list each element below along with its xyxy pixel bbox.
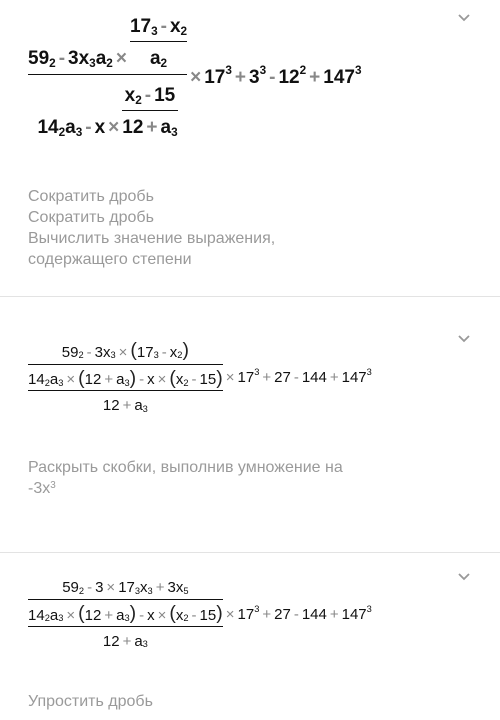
- step-simplify-fraction-2[interactable]: Сократить дробь: [28, 209, 154, 226]
- step-list-1: [28, 186, 275, 270]
- step-card-1: [0, 0, 500, 297]
- step-card-2: [0, 297, 500, 553]
- step-simplify-fraction-1[interactable]: Сократить дробь: [28, 188, 154, 205]
- expression-3: 59 $^2$ - 3 × 17 $^3$ x $^3$ + 3 x $^5$ 14 $^2$ a $^3$ × ( 12 + a $^3$ ) - x × ( x $^2$ - 15 ) 12 + a $^3$ × 17 $^3$ + 27 - 144 + 147 $^3$: [28, 579, 372, 650]
- step-evaluate-powers[interactable]: Вычислить значение выражения, содержащего степени: [28, 230, 276, 268]
- chevron-down-icon[interactable]: [458, 335, 470, 347]
- chevron-down-icon[interactable]: [458, 14, 470, 26]
- expression-2: 59 $^2$ - 3 x $^3$ × ( 17 $^3$ - x $^2$ ) 14 $^2$ a $^3$ × ( 12 + a $^3$ ) - x × ( x $^2$ - 15 ) 12 + a $^3$ × 17 $^3$ + 27 - 144 + 147 $^3$: [28, 339, 372, 414]
- expression-1: 59 $^2$ - 3 x $^3$ a $^2$ × 17 $^3$ - x $^2$ a $^2$ 14 $^2$ a $^3$ - x × x $^2$ - 15 12 + a $^3$ × 17 $^3$ + 3 $^3$ - 12 $^2$ + 147 $^3$: [28, 16, 362, 139]
- step-expand-brackets[interactable]: Раскрыть скобки, выполнив умножение на $-3x^3$: [28, 459, 343, 497]
- step-simplify-fraction-3[interactable]: Упростить дробь: [28, 693, 153, 710]
- step-card-3: [0, 553, 500, 720]
- chevron-down-icon[interactable]: [458, 573, 470, 585]
